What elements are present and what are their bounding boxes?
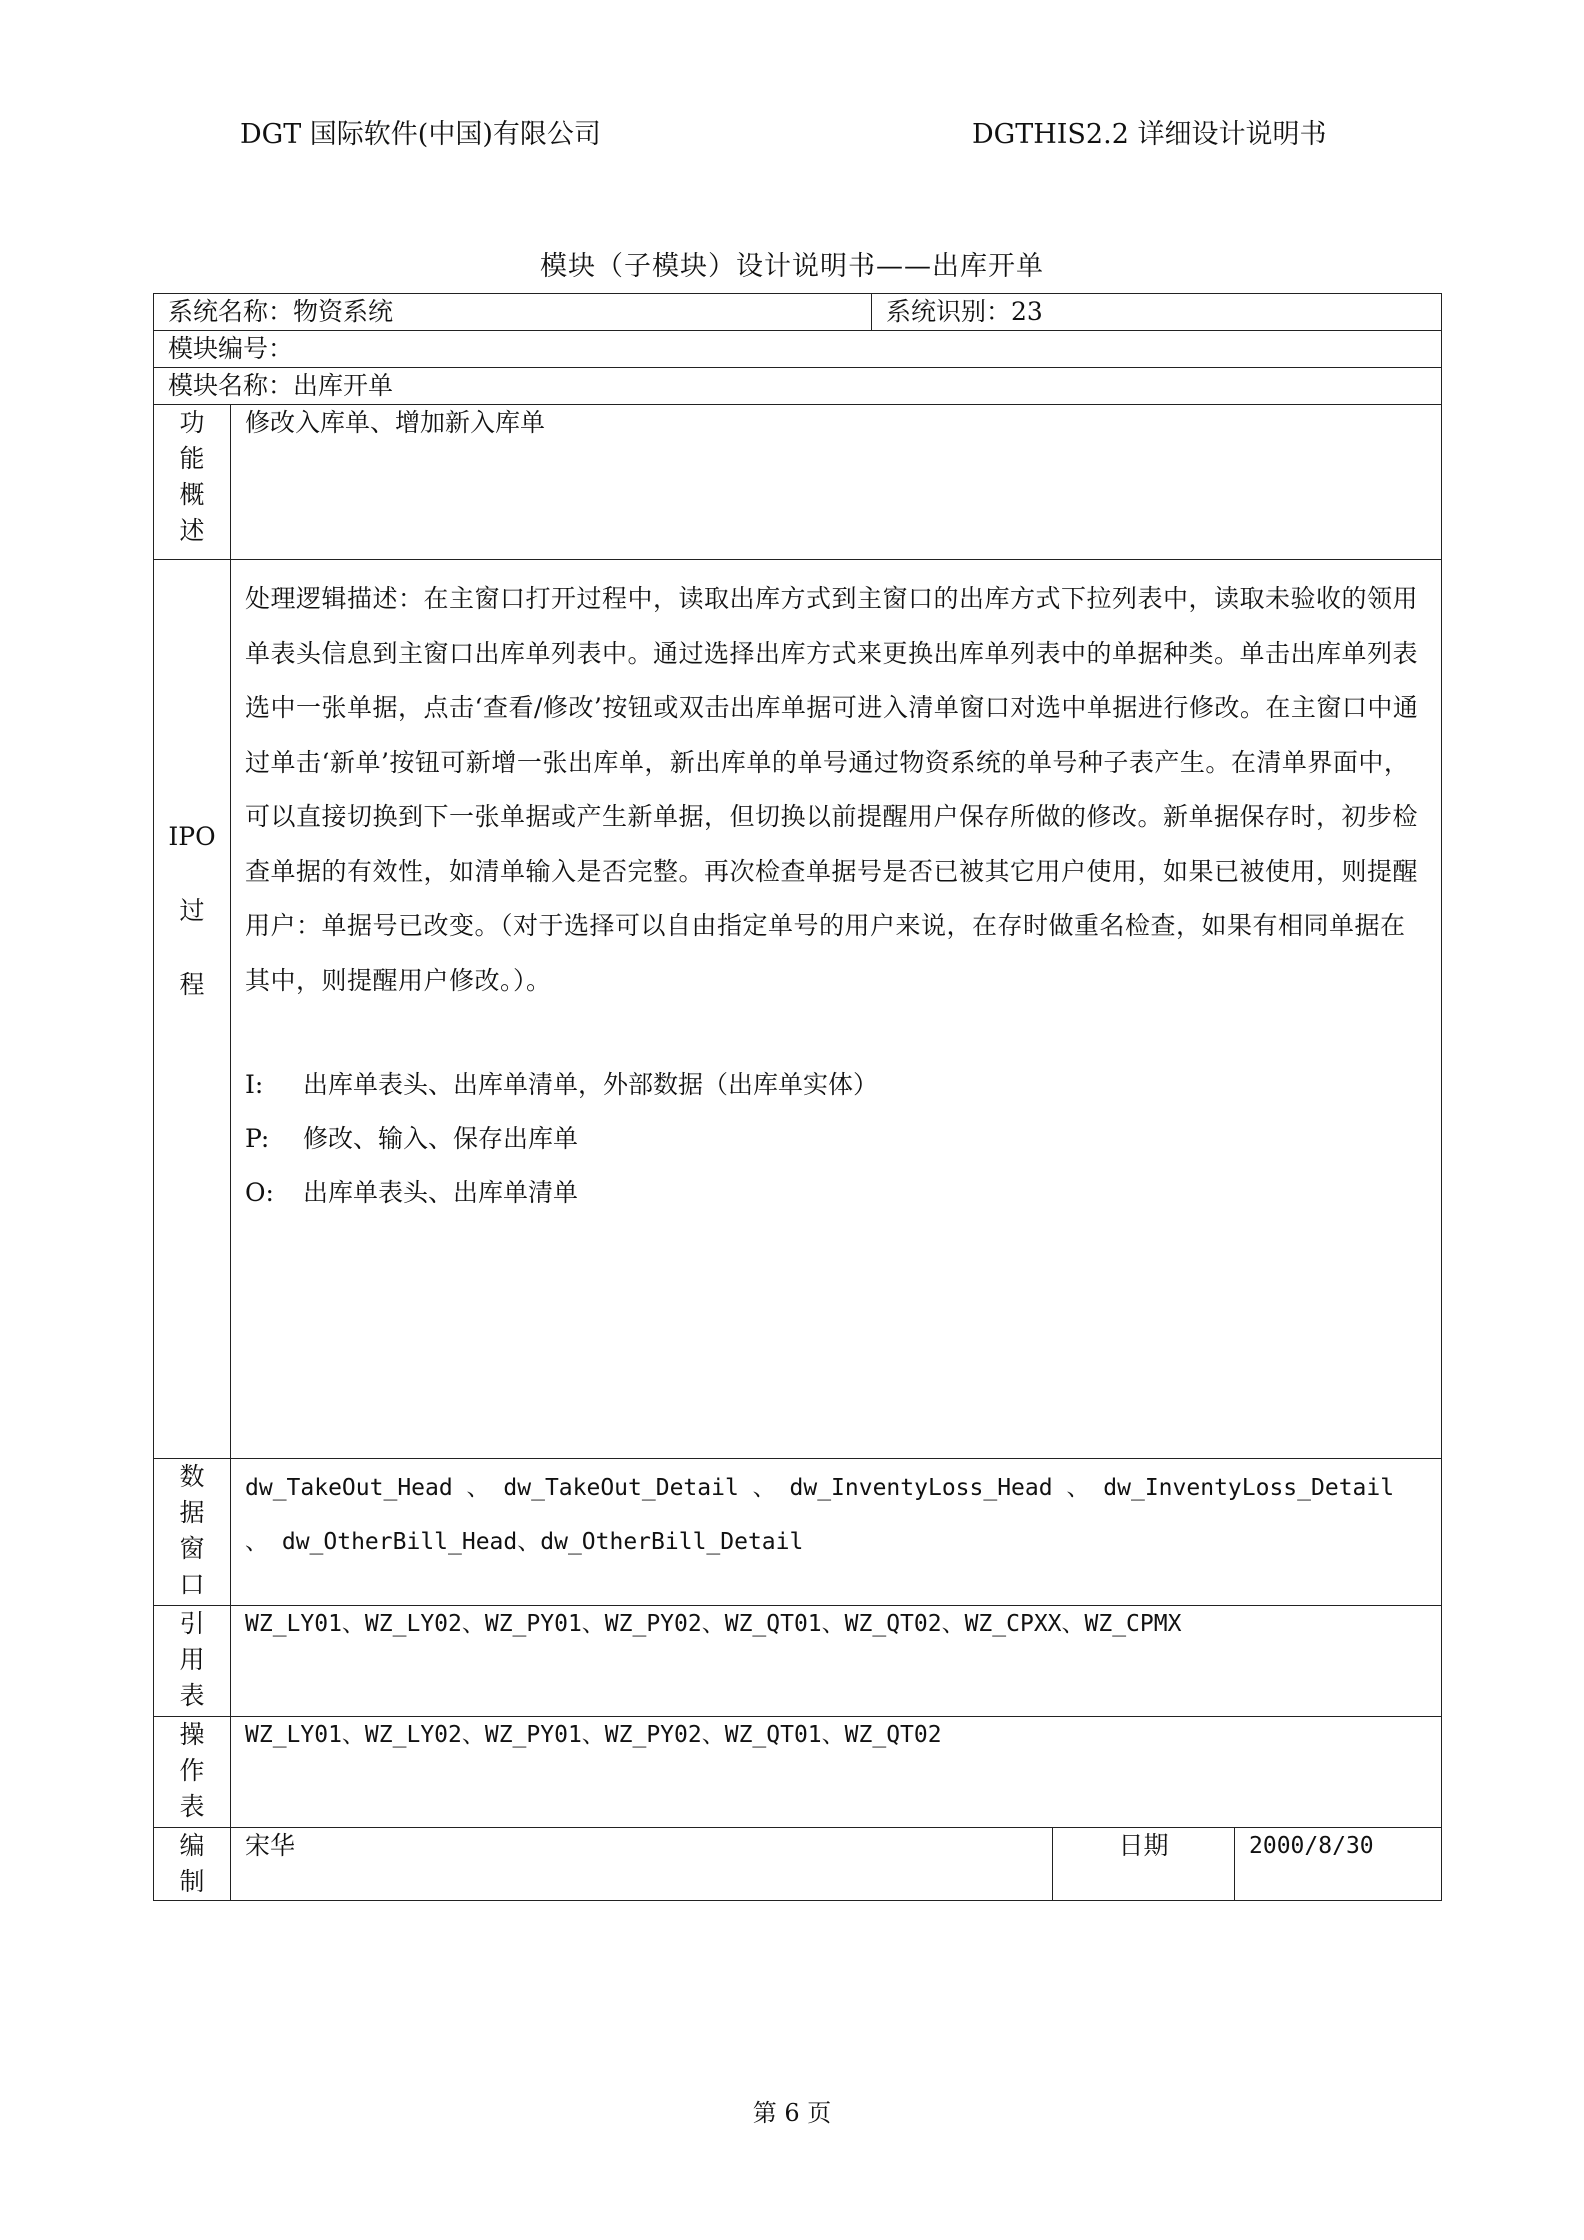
author-name: 宋华	[231, 1828, 1053, 1901]
row-referenced-tables	[154, 1606, 1442, 1717]
label-char: 操	[179, 1720, 205, 1749]
ipo-process-key: P:	[245, 1124, 270, 1153]
label-char: 程	[179, 970, 205, 999]
ipo-process-line	[245, 1112, 1427, 1166]
ipo-process-text: 修改、输入、保存出库单	[303, 1124, 579, 1153]
label-char: 数	[179, 1462, 205, 1491]
label-char: 制	[179, 1867, 205, 1896]
header-doc-name: DGTHIS2.2 详细设计说明书	[972, 119, 1327, 150]
operated-tables-text: WZ_LY01、WZ_LY02、WZ_PY01、WZ_PY02、WZ_QT01、WZ_QT02	[231, 1717, 1442, 1828]
ipo-content	[231, 560, 1442, 1459]
operated-tables-label	[154, 1717, 231, 1828]
ipo-label	[154, 560, 231, 1459]
label-char: 口	[179, 1570, 205, 1599]
referenced-tables-text: WZ_LY01、WZ_LY02、WZ_PY01、WZ_PY02、WZ_QT01、WZ_QT02、WZ_CPXX、WZ_CPMX	[231, 1606, 1442, 1717]
system-id-cell: 系统识别：23	[872, 294, 1442, 331]
label-char: 引	[179, 1609, 205, 1638]
label-char: 过	[179, 896, 205, 925]
data-window-label	[154, 1459, 231, 1606]
function-text: 修改入库单、增加新入库单	[231, 405, 1442, 560]
module-name-cell: 模块名称：出库开单	[154, 368, 1442, 405]
row-author	[154, 1828, 1442, 1901]
system-name-cell: 系统名称：物资系统	[154, 294, 872, 331]
row-module-no	[154, 331, 1442, 368]
row-ipo-process	[154, 560, 1442, 1459]
data-window-cell	[231, 1459, 1442, 1606]
row-function-overview	[154, 405, 1442, 560]
ipo-description: 处理逻辑描述：在主窗口打开过程中，读取出库方式到主窗口的出库方式下拉列表中，读取未验收的领用单表头信息到主窗口出库单列表中。通过选择出库方式来更换出库单列表中的单据种类。单击出库单列表选中一张单据，点击‘查看/修改’按钮或双击出库单据可进入清单窗口对选中单据进行修改。在主窗口中通过单击‘新单’按钮可新增一张出库单，新出库单的单号通过物资系统的单号种子表产生。在清单界面中，可以直接切换到下一张单据或产生新单据，但切换以前提醒用户保存所做的修改。新单据保存时，初步检查单据的有效性，如清单输入是否完整。再次检查单据号是否已被其它用户使用，如果已被使用，则提醒用户：单据号已改变。（对于选择可以自由指定单号的用户来说，在存时做重名检查，如果有相同单据在其中，则提醒用户修改。）。	[245, 584, 1419, 995]
ipo-io-list	[245, 1058, 1427, 1220]
row-system	[154, 294, 1442, 331]
data-window-text: dw_TakeOut_Head 、 dw_TakeOut_Detail 、 dw_InventyLoss_Head 、 dw_InventyLoss_Detail 、 dw_OtherBill_Head、dw_OtherBill_Detail	[245, 1475, 1395, 1555]
label-char: 述	[179, 516, 205, 545]
date-value: 2000/8/30	[1235, 1828, 1442, 1901]
ipo-input-key: I:	[245, 1070, 264, 1099]
referenced-tables-label	[154, 1606, 231, 1717]
label-char: IPO	[168, 822, 216, 851]
label-char: 窗	[179, 1534, 205, 1563]
ipo-output-text: 出库单表头、出库单清单	[303, 1178, 579, 1207]
row-data-windows	[154, 1459, 1442, 1606]
label-char: 据	[179, 1498, 205, 1527]
label-char: 表	[179, 1792, 205, 1821]
ipo-input-line	[245, 1058, 1427, 1112]
date-label: 日期	[1053, 1828, 1235, 1901]
label-char: 表	[179, 1681, 205, 1710]
row-module-name	[154, 368, 1442, 405]
ipo-output-key: O:	[245, 1178, 274, 1207]
page-number: 第 6 页	[752, 2099, 832, 2127]
author-label	[154, 1828, 231, 1901]
design-spec-table	[153, 293, 1442, 1901]
label-char: 功	[179, 408, 205, 437]
label-char: 用	[179, 1645, 205, 1674]
header-company: DGT 国际软件(中国)有限公司	[240, 119, 601, 150]
label-char: 编	[179, 1831, 205, 1860]
module-no-cell: 模块编号：	[154, 331, 1442, 368]
label-char: 能	[179, 444, 205, 473]
label-char: 概	[179, 480, 205, 509]
row-operated-tables	[154, 1717, 1442, 1828]
label-char: 作	[179, 1756, 205, 1785]
ipo-output-line	[245, 1166, 1427, 1220]
ipo-input-text: 出库单表头、出库单清单，外部数据（出库单实体）	[303, 1070, 879, 1099]
document-title: 模块（子模块）设计说明书——出库开单	[540, 251, 1044, 282]
function-label	[154, 405, 231, 560]
